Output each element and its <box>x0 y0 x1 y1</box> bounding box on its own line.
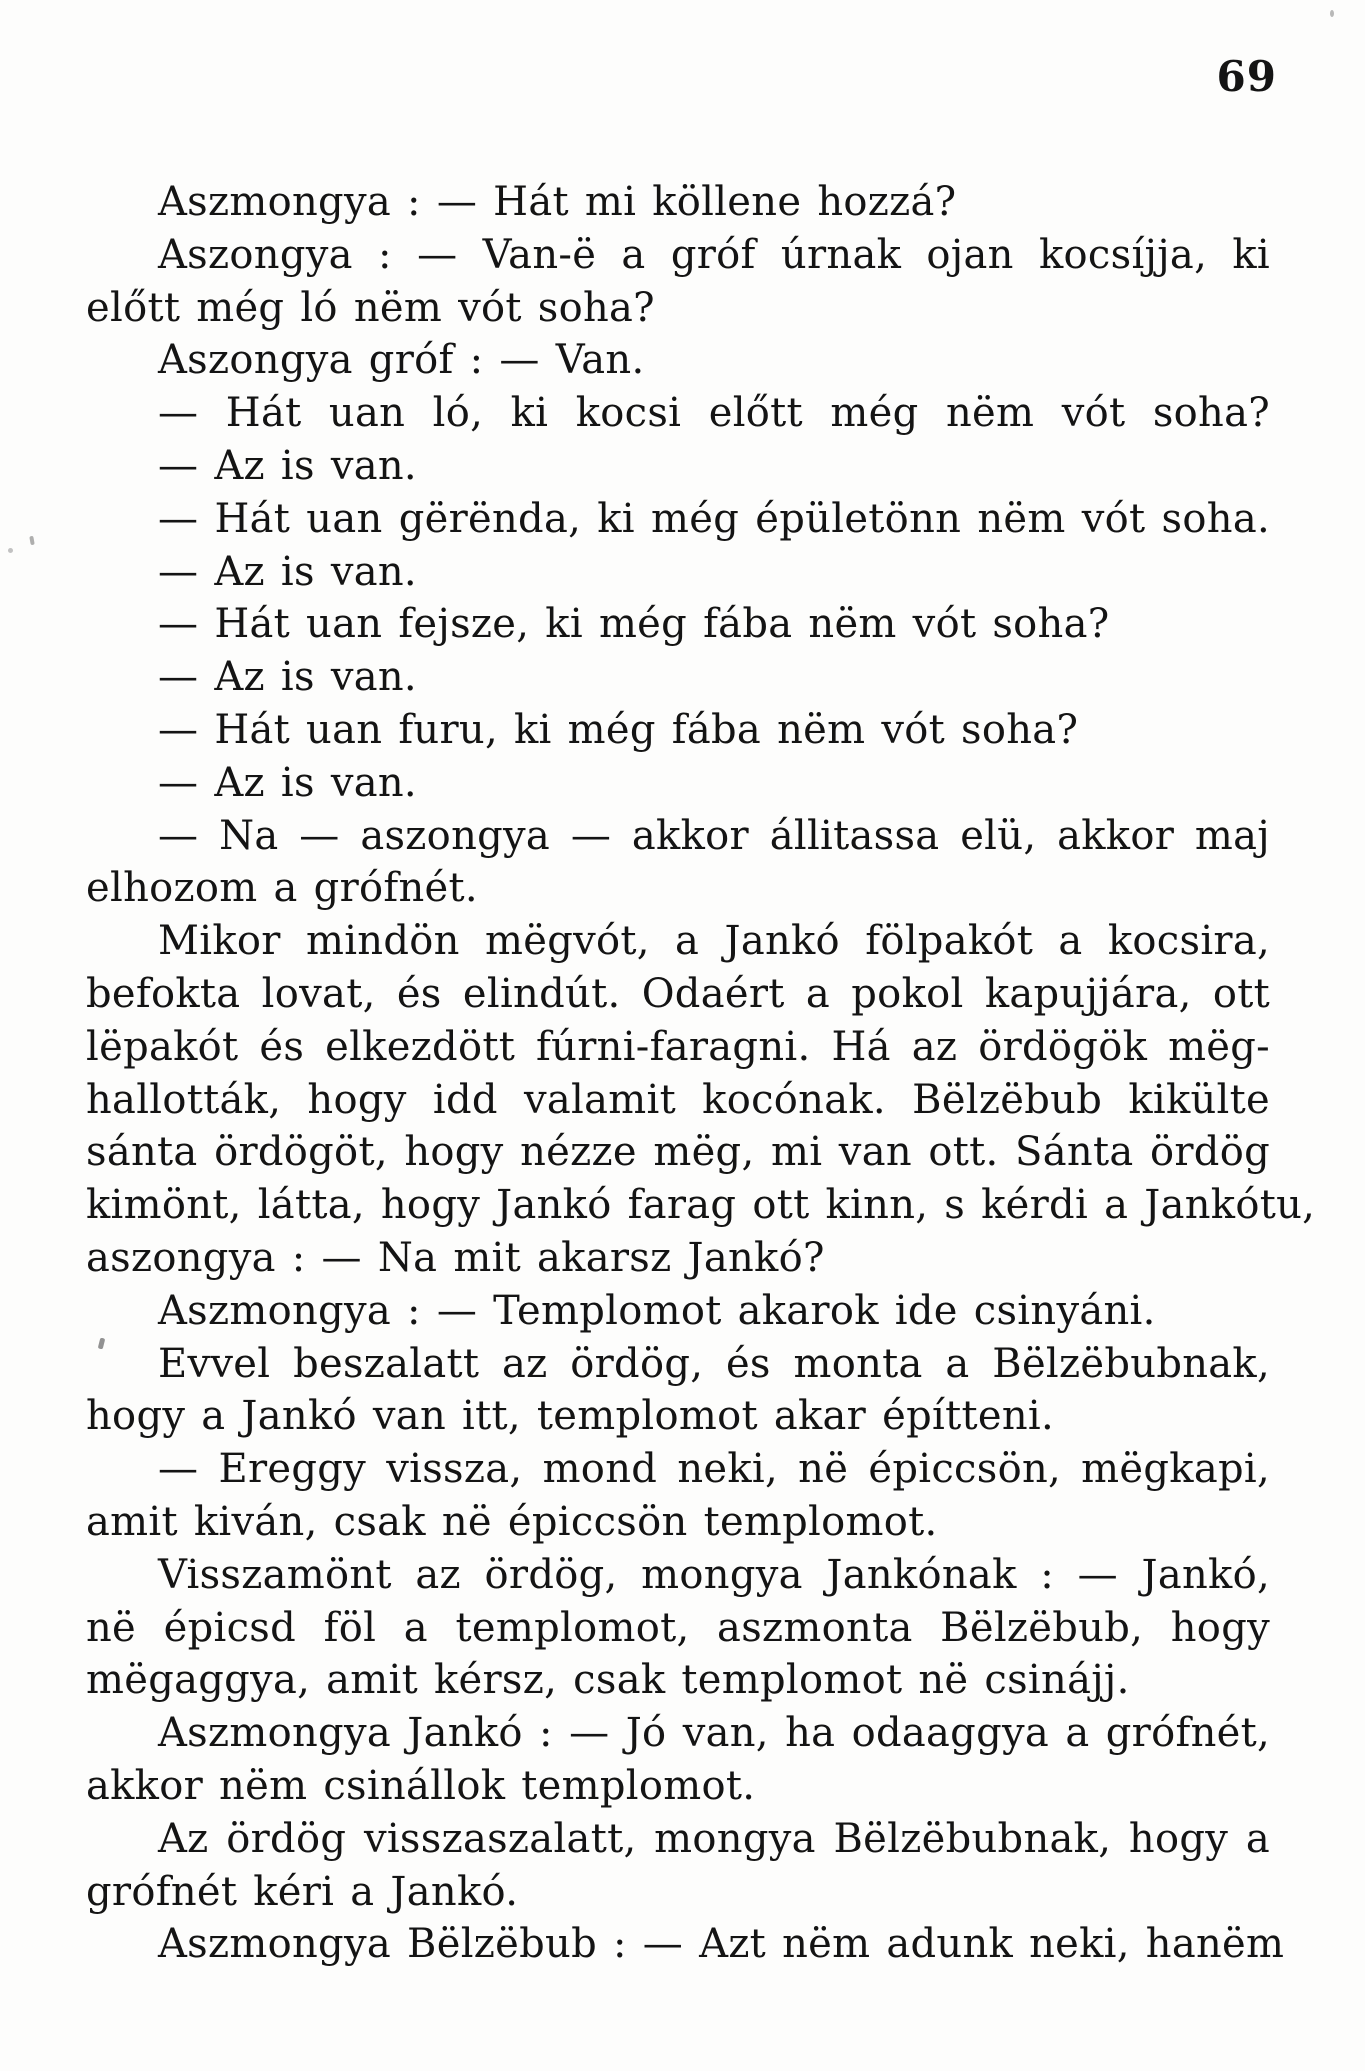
text-line: akkor nëm csinállok templomot. <box>86 1762 756 1809</box>
text-line: aszongya : — Na mit akarsz Jankó? <box>86 1234 825 1281</box>
scan-speck <box>1330 10 1334 17</box>
text-line: előtt még ló nëm vót soha? <box>86 284 655 331</box>
text-line: në épicsd föl a templomot, aszmonta Bëlzëbub, hogy <box>86 1604 1270 1651</box>
text-line: — Az is van. <box>158 442 417 489</box>
text-line: — Az is van. <box>158 759 417 806</box>
text-line: — Hát uan fejsze, ki még fába nëm vót soha? <box>158 601 1110 648</box>
text-line: Evvel beszalatt az ördög, és monta a Bëlzëbubnak, <box>158 1340 1270 1387</box>
text-line: — Az is van. <box>158 654 417 701</box>
text-line: elhozom a grófnét. <box>86 865 478 912</box>
text-line: kimönt, látta, hogy Jankó farag ott kinn, s kérdi a Jankótu, <box>86 1182 1316 1229</box>
text-line: befokta lovat, és elindút. Odaért a pokol kapujjára, ott <box>86 970 1270 1017</box>
text-line: mëgaggya, amit kérsz, csak templomot në csinájj. <box>86 1657 1130 1704</box>
text-line: Aszmongya : — Templomot akarok ide csinyáni. <box>158 1287 1156 1334</box>
text-line: Aszongya : — Van-ë a gróf úrnak ojan kocsíjja, ki <box>158 231 1270 278</box>
text-line: sánta ördögöt, hogy nézze mëg, mi van ott. Sánta ördög <box>86 1129 1270 1176</box>
text-line: — Az is van. <box>158 548 417 595</box>
text-line: hallották, hogy idd valamit kocónak. Bëlzëbub kikülte <box>86 1076 1270 1123</box>
text-line: — Na — aszongya — akkor állitassa elü, akkor maj <box>158 812 1270 859</box>
text-line: amit kiván, csak në épiccsön templomot. <box>86 1498 938 1545</box>
text-line: — Ereggy vissza, mond neki, në épiccsön, mëgkapi, <box>158 1446 1270 1493</box>
text-line: grófnét kéri a Jankó. <box>86 1868 519 1915</box>
text-line: Visszamönt az ördög, mongya Jankónak : — Jankó, <box>158 1551 1270 1598</box>
text-line: Aszmongya Bëlzëbub : — Azt nëm adunk neki, hanëm <box>158 1921 1285 1968</box>
text-block <box>86 176 1316 1971</box>
scan-speck <box>8 548 13 553</box>
text-line: Mikor mindön mëgvót, a Jankó fölpakót a kocsira, <box>158 918 1270 965</box>
text-line: — Hát uan furu, ki még fába nëm vót soha? <box>158 706 1079 753</box>
text-line: — Hát uan ló, ki kocsi előtt még nëm vót soha? <box>158 390 1270 437</box>
scan-speck <box>29 536 35 546</box>
text-line: hogy a Jankó van itt, templomot akar építteni. <box>86 1393 1054 1440</box>
text-line: — Hát uan gërënda, ki még épületönn nëm vót soha. <box>158 495 1270 542</box>
text-line: lëpakót és elkezdött fúrni-faragni. Há az ördögök mëg- <box>86 1023 1270 1070</box>
text-line: Aszongya gróf : — Van. <box>158 337 645 384</box>
page-number: 69 <box>1216 52 1277 101</box>
text-line: Aszmongya Jankó : — Jó van, ha odaaggya a grófnét, <box>158 1710 1270 1757</box>
text-line: Az ördög visszaszalatt, mongya Bëlzëbubnak, hogy a <box>158 1815 1270 1862</box>
text-line: Aszmongya : — Hát mi köllene hozzá? <box>158 179 957 225</box>
